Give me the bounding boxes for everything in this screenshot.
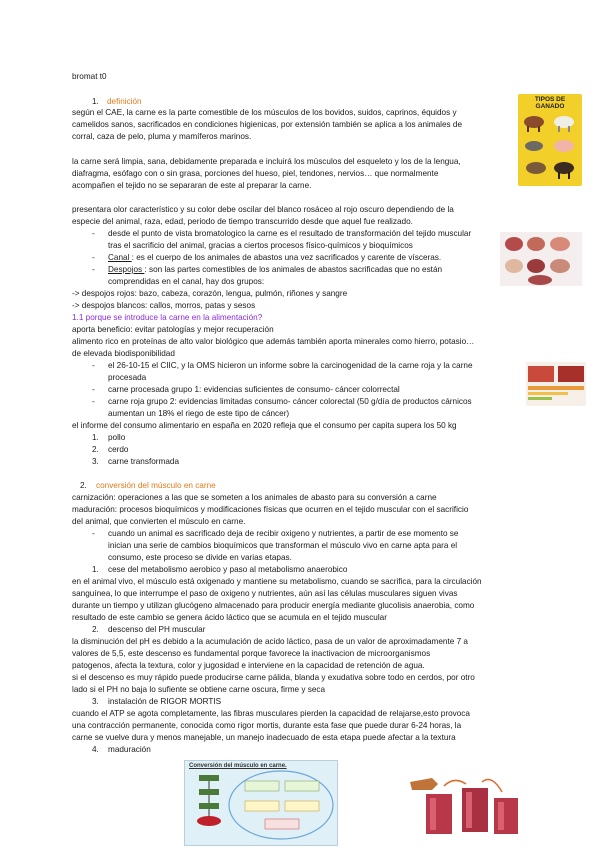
step-2-heading: descenso del PH muscular <box>108 625 206 634</box>
b1-line-1: desde el punto de vista bromatologico la carne es el resultado de transformación del tejido muscular <box>108 229 472 238</box>
p1-line-2: camelidos sanos, sacrificados en condiciones higienicas, por extensión también se aplica a los animales de <box>72 120 463 129</box>
step-1-line-1: en el animal vivo, el músculo está oxigenado y mantiene su metabolismo, cuando se sacrifica, para la circulación <box>72 577 482 586</box>
section-2-heading: conversión del músculo en carne <box>96 481 216 490</box>
despojos-blancos: -> despojos blancos: callos, morros, patas y sesos <box>72 301 256 310</box>
step-2-line-2: valores de 5,5, este descenso es fundamental porque favorece la inactivacion de microorganismos <box>72 649 431 658</box>
p2-line-3: acompañen el tejido no se separaran de este al preparar la carne. <box>72 181 312 190</box>
c3-line-1: carne roja grupo 2: evidencias limitadas consumo- cáncer colorectal (50 g/día de productos cárnicos <box>108 397 472 406</box>
c3-line-2: aumentan un 18% el riego de este tipo de cáncer) <box>108 409 290 418</box>
b3-line <box>108 265 442 275</box>
p1-line-1: según el CAE, la carne es la parte comestible de los músculos de los bovidos, suidos, caprinos, équidos y <box>72 108 457 117</box>
p2-line-2: diafragma, esófago con o sin grasa, porciones del hueso, piel, tendones, nervios… que normalmente <box>72 169 439 178</box>
muscle-fibers-image <box>404 768 524 846</box>
step-1-line-3: durante un tiempo y utilizan glucógeno almacenado para producir energía mediante glucolisis anaerobia, como <box>72 601 475 610</box>
alimento-line-2: de elevada biodisponibilidad <box>72 349 175 358</box>
term-canal: Canal <box>108 253 132 262</box>
step-4-heading: maduración <box>108 745 151 754</box>
list-number: 2. <box>92 445 99 454</box>
p3-line-1: presentara olor característico y su color debe oscilar del blanco rosáceo al rojo oscuro dependiendo de la <box>72 205 454 214</box>
section-1-1-heading: 1.1 porque se introduce la carne en la alimentación? <box>72 313 263 322</box>
d1-line-3: consumo, este proceso se divide en varias etapas. <box>108 553 292 562</box>
bullet-dash: - <box>92 529 95 538</box>
b2-text: : es el cuerpo de los animales de abastos una vez sacrificados y carente de vísceras. <box>131 253 442 262</box>
step-1-heading: cese del metabolismo aerobico y paso al metabolismo anaerobico <box>108 565 348 574</box>
c2-line: carne procesada grupo 1: evidencias suficientes de consumo- cáncer colorrectal <box>108 385 400 394</box>
bullet-dash: - <box>92 265 95 274</box>
diagram-flow-icon <box>185 761 337 845</box>
doc-title: bromat t0 <box>72 72 107 81</box>
maduracion-line-1: maduración: procesos bioquímicos y modificaciones físicas que ocurren en el tejido muscular con el sacrificio <box>72 505 469 514</box>
muscle-carcass-icon <box>404 768 524 846</box>
diagram-title: Conversión del músculo en carne. <box>189 763 287 769</box>
ganado-animals-icon <box>518 94 582 186</box>
maduracion-line-2: del animal, que convierten el músculo en carne. <box>72 517 246 526</box>
list-item: carne transformada <box>108 457 179 466</box>
step-1-line-2: sanguínea, lo que interrumpe el paso de oxigeno y nutrientes, aún así las células musculares siguen vivas <box>72 589 458 598</box>
p2-line-1: la carne será limpia, sana, debidamente preparada e incluirá los músculos del esqueleto y los de la lengua, <box>72 157 461 166</box>
ganado-types-image <box>518 94 582 186</box>
despojos-rojos: -> despojos rojos: bazo, cabeza, corazón, lengua, pulmón, riñones y sangre <box>72 289 348 298</box>
p3-line-2: especie del animal, raza, edad, periodo de tiempo transcurrido desde que aquel fue realizado. <box>72 217 413 226</box>
step-4-number: 4. <box>92 745 99 754</box>
processed-meat-image <box>526 362 586 406</box>
step-2-line-1: la disminución del pH es debido a la acumulación de acido láctico, pasa de un valor de aproximadamente 7 a <box>72 637 468 646</box>
meat-cuts-icon <box>500 232 582 286</box>
list-number: 1. <box>92 433 99 442</box>
processed-meat-icon <box>526 362 586 406</box>
alimento-line-1: alimento rico en proteínas de alto valor biológico que además también aporta minerales como hierro, potasio… <box>72 337 475 346</box>
c1-line-1: el 26-10-15 el CIIC, y la OMS hicieron un informe sobre la carcinogenidad de la carne roja y la carne <box>108 361 473 370</box>
step-1-number: 1. <box>92 565 99 574</box>
ganado-image-title: TIPOS DE GANADO <box>534 96 566 110</box>
step-3-line-3: carne se vuelve dura y menos manejable, un manejo inadecuado de esta etapa puede afectar a la textura <box>72 733 456 742</box>
step-3-line-2: una contracción permanente, conocida como rigor mortis, durante esta fase que puede durar 6-24 horas, la <box>72 721 462 730</box>
bullet-dash: - <box>92 361 95 370</box>
aporta-line: aporta beneficio: evitar patologías y mejor recuperación <box>72 325 274 334</box>
b2-line <box>108 253 441 263</box>
step-2-line-5: lado si el PH no baja lo sufiente se obtiene carne oscura, firme y seca <box>72 685 326 694</box>
step-3-line-1: cuando el ATP se agota completamente, las fibras musculares pierden la capacidad de relajarse,esto provoca <box>72 709 470 718</box>
step-2-number: 2. <box>92 625 99 634</box>
despojos-image <box>500 232 582 286</box>
p1-line-3: corral, caza de pelo, pluma y mamíferos marinos. <box>72 132 252 141</box>
step-3-heading: instalación de RIGOR MORTIS <box>108 697 222 706</box>
term-despojos: Despojos <box>108 265 145 274</box>
list-item: cerdo <box>108 445 129 454</box>
bullet-dash: - <box>92 397 95 406</box>
step-2-line-3: patogenos, afecta la textura, color y jugosidad e interviene en la capacidad de retención de agua. <box>72 661 425 670</box>
step-1-line-4: resultado de este cambio se genera ácido láctico que se acumula en el tejido muscular <box>72 613 387 622</box>
c1-line-2: procesada <box>108 373 147 382</box>
list-item: pollo <box>108 433 126 442</box>
b1-line-2: tras el sacrificio del animal, gracias a ciertos procesos físico-químicos y bioquímicos <box>108 241 413 250</box>
step-3-number: 3. <box>92 697 99 706</box>
b3-text: : son las partes comestibles de los animales de abastos sacrificadas que no están <box>144 265 443 274</box>
informe-line: el informe del consumo alimentario en españa en 2020 refleja que el consumo per capita supera los 50 kg <box>72 421 457 430</box>
section-1-number: 1. <box>92 97 99 106</box>
carnizacion-line: carnización: operaciones a las que se someten a los animales de abasto para su conversión a carne <box>72 493 437 502</box>
conversion-diagram <box>184 760 338 846</box>
list-number: 3. <box>92 457 99 466</box>
bullet-dash: - <box>92 253 95 262</box>
bullet-dash: - <box>92 229 95 238</box>
step-2-line-4: si el descenso es muy rápido puede producirse carne pálida, blanda y exudativa sobre todo en cerdos, por otro <box>72 673 475 682</box>
section-2-number: 2. <box>80 481 87 490</box>
d1-line-2: inician una serie de cambios bioquímicos que transforman el músculo vivo en carne apta para el <box>108 541 458 550</box>
section-1-heading: definición <box>107 97 142 106</box>
bullet-dash: - <box>92 385 95 394</box>
d1-line-1: cuando un animal es sacrificado deja de recibir oxigeno y nutrientes, a partir de ese momento se <box>108 529 459 538</box>
b3-line-2: comprendidas en el canal, hay dos grupos: <box>108 277 265 286</box>
